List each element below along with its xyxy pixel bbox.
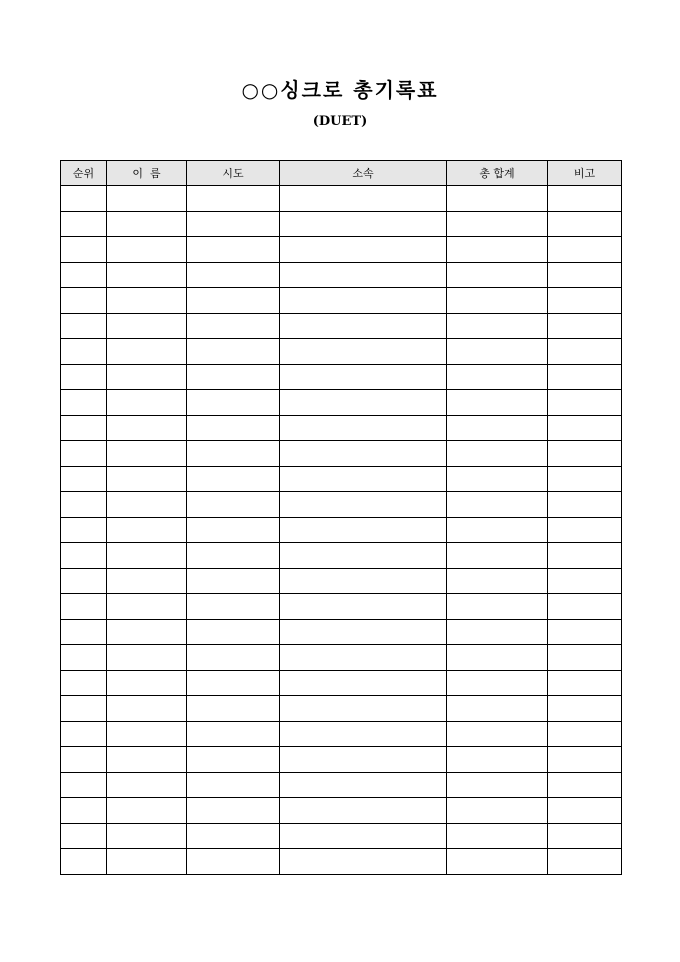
table-row [61, 237, 622, 263]
region-cell[interactable] [187, 237, 280, 263]
region-cell[interactable] [187, 696, 280, 722]
remarks-cell[interactable] [548, 849, 622, 875]
affiliation-cell[interactable] [280, 211, 447, 237]
name-cell[interactable] [107, 288, 187, 314]
affiliation-cell[interactable] [280, 288, 447, 314]
region-cell[interactable] [187, 211, 280, 237]
name-cell[interactable] [107, 543, 187, 569]
affiliation-cell[interactable] [280, 517, 447, 543]
total-cell[interactable] [447, 441, 548, 467]
name-cell[interactable] [107, 645, 187, 671]
remarks-cell[interactable] [548, 237, 622, 263]
name-cell[interactable] [107, 237, 187, 263]
rank-cell[interactable] [61, 288, 107, 314]
affiliation-cell[interactable] [280, 823, 447, 849]
affiliation-cell[interactable] [280, 262, 447, 288]
remarks-cell[interactable] [548, 415, 622, 441]
region-cell[interactable] [187, 492, 280, 518]
table-row [61, 262, 622, 288]
remarks-cell[interactable] [548, 466, 622, 492]
remarks-cell[interactable] [548, 313, 622, 339]
total-cell[interactable] [447, 517, 548, 543]
name-cell[interactable] [107, 619, 187, 645]
rank-cell[interactable] [61, 339, 107, 365]
rank-cell[interactable] [61, 568, 107, 594]
total-cell[interactable] [447, 390, 548, 416]
region-cell[interactable] [187, 339, 280, 365]
total-cell[interactable] [447, 262, 548, 288]
column-header-remarks: 비고 [548, 161, 622, 186]
rank-cell[interactable] [61, 772, 107, 798]
affiliation-cell[interactable] [280, 466, 447, 492]
total-cell[interactable] [447, 237, 548, 263]
document-subtitle: (DUET) [312, 114, 368, 129]
total-cell[interactable] [447, 211, 548, 237]
name-cell[interactable] [107, 721, 187, 747]
rank-cell[interactable] [61, 364, 107, 390]
remarks-cell[interactable] [548, 670, 622, 696]
remarks-cell[interactable] [548, 568, 622, 594]
rank-cell[interactable] [61, 186, 107, 212]
remarks-cell[interactable] [548, 517, 622, 543]
rank-cell[interactable] [61, 517, 107, 543]
table-row [61, 313, 622, 339]
region-cell[interactable] [187, 288, 280, 314]
table-row [61, 543, 622, 569]
table-row [61, 441, 622, 467]
rank-cell[interactable] [61, 390, 107, 416]
table-row [61, 364, 622, 390]
name-cell[interactable] [107, 849, 187, 875]
rank-cell[interactable] [61, 619, 107, 645]
affiliation-cell[interactable] [280, 645, 447, 671]
remarks-cell[interactable] [548, 262, 622, 288]
name-cell[interactable] [107, 186, 187, 212]
table-row [61, 721, 622, 747]
name-cell[interactable] [107, 339, 187, 365]
remarks-cell[interactable] [548, 645, 622, 671]
region-cell[interactable] [187, 670, 280, 696]
affiliation-cell[interactable] [280, 186, 447, 212]
table-row [61, 645, 622, 671]
affiliation-cell[interactable] [280, 364, 447, 390]
table-row [61, 288, 622, 314]
affiliation-cell[interactable] [280, 721, 447, 747]
remarks-cell[interactable] [548, 747, 622, 773]
affiliation-cell[interactable] [280, 237, 447, 263]
region-cell[interactable] [187, 619, 280, 645]
affiliation-cell[interactable] [280, 798, 447, 824]
total-cell[interactable] [447, 466, 548, 492]
total-cell[interactable] [447, 798, 548, 824]
region-cell[interactable] [187, 849, 280, 875]
remarks-cell[interactable] [548, 772, 622, 798]
remarks-cell[interactable] [548, 798, 622, 824]
remarks-cell[interactable] [548, 390, 622, 416]
affiliation-cell[interactable] [280, 594, 447, 620]
name-cell[interactable] [107, 364, 187, 390]
region-cell[interactable] [187, 262, 280, 288]
rank-cell[interactable] [61, 645, 107, 671]
table-row [61, 568, 622, 594]
name-cell[interactable] [107, 798, 187, 824]
affiliation-cell[interactable] [280, 441, 447, 467]
remarks-cell[interactable] [548, 492, 622, 518]
affiliation-cell[interactable] [280, 492, 447, 518]
region-cell[interactable] [187, 441, 280, 467]
region-cell[interactable] [187, 313, 280, 339]
table-row [61, 492, 622, 518]
remarks-cell[interactable] [548, 441, 622, 467]
total-cell[interactable] [447, 619, 548, 645]
total-cell[interactable] [447, 313, 548, 339]
table-row [61, 696, 622, 722]
total-cell[interactable] [447, 823, 548, 849]
table-row [61, 186, 622, 212]
rank-cell[interactable] [61, 415, 107, 441]
table-row [61, 670, 622, 696]
column-header-region: 시도 [187, 161, 280, 186]
affiliation-cell[interactable] [280, 313, 447, 339]
total-cell[interactable] [447, 747, 548, 773]
name-cell[interactable] [107, 517, 187, 543]
affiliation-cell[interactable] [280, 670, 447, 696]
total-cell[interactable] [447, 568, 548, 594]
rank-cell[interactable] [61, 594, 107, 620]
rank-cell[interactable] [61, 823, 107, 849]
rank-cell[interactable] [61, 441, 107, 467]
name-cell[interactable] [107, 594, 187, 620]
affiliation-cell[interactable] [280, 849, 447, 875]
table-header-row [61, 161, 622, 186]
total-cell[interactable] [447, 364, 548, 390]
table-row [61, 823, 622, 849]
name-cell[interactable] [107, 466, 187, 492]
table-row [61, 211, 622, 237]
rank-cell[interactable] [61, 492, 107, 518]
region-cell[interactable] [187, 415, 280, 441]
total-cell[interactable] [447, 339, 548, 365]
rank-cell[interactable] [61, 798, 107, 824]
total-cell[interactable] [447, 849, 548, 875]
region-cell[interactable] [187, 823, 280, 849]
rank-cell[interactable] [61, 262, 107, 288]
total-cell[interactable] [447, 186, 548, 212]
remarks-cell[interactable] [548, 211, 622, 237]
name-cell[interactable] [107, 823, 187, 849]
total-cell[interactable] [447, 721, 548, 747]
rank-cell[interactable] [61, 696, 107, 722]
rank-cell[interactable] [61, 849, 107, 875]
rank-cell[interactable] [61, 466, 107, 492]
name-cell[interactable] [107, 696, 187, 722]
region-cell[interactable] [187, 568, 280, 594]
table-row [61, 594, 622, 620]
table-row [61, 772, 622, 798]
remarks-cell[interactable] [548, 288, 622, 314]
affiliation-cell[interactable] [280, 696, 447, 722]
remarks-cell[interactable] [548, 696, 622, 722]
table-row [61, 390, 622, 416]
document-title: ○○싱크로 총기록표 [241, 78, 439, 102]
total-cell[interactable] [447, 415, 548, 441]
affiliation-cell[interactable] [280, 568, 447, 594]
column-header-name: 이 름 [107, 161, 187, 186]
name-cell[interactable] [107, 492, 187, 518]
column-header-affiliation: 소속 [280, 161, 447, 186]
table-row [61, 747, 622, 773]
remarks-cell[interactable] [548, 721, 622, 747]
name-cell[interactable] [107, 568, 187, 594]
table-row [61, 849, 622, 875]
affiliation-cell[interactable] [280, 415, 447, 441]
rank-cell[interactable] [61, 543, 107, 569]
affiliation-cell[interactable] [280, 619, 447, 645]
name-cell[interactable] [107, 670, 187, 696]
total-cell[interactable] [447, 645, 548, 671]
region-cell[interactable] [187, 645, 280, 671]
name-cell[interactable] [107, 747, 187, 773]
total-cell[interactable] [447, 543, 548, 569]
affiliation-cell[interactable] [280, 543, 447, 569]
table-body [61, 186, 622, 875]
region-cell[interactable] [187, 466, 280, 492]
affiliation-cell[interactable] [280, 772, 447, 798]
name-cell[interactable] [107, 772, 187, 798]
total-cell[interactable] [447, 696, 548, 722]
record-table [60, 160, 622, 875]
total-cell[interactable] [447, 670, 548, 696]
region-cell[interactable] [187, 772, 280, 798]
rank-cell[interactable] [61, 313, 107, 339]
name-cell[interactable] [107, 262, 187, 288]
region-cell[interactable] [187, 364, 280, 390]
rank-cell[interactable] [61, 211, 107, 237]
total-cell[interactable] [447, 288, 548, 314]
name-cell[interactable] [107, 415, 187, 441]
affiliation-cell[interactable] [280, 339, 447, 365]
region-cell[interactable] [187, 747, 280, 773]
affiliation-cell[interactable] [280, 747, 447, 773]
total-cell[interactable] [447, 772, 548, 798]
table-row [61, 798, 622, 824]
region-cell[interactable] [187, 517, 280, 543]
rank-cell[interactable] [61, 747, 107, 773]
region-cell[interactable] [187, 594, 280, 620]
region-cell[interactable] [187, 543, 280, 569]
total-cell[interactable] [447, 492, 548, 518]
name-cell[interactable] [107, 441, 187, 467]
column-header-rank: 순위 [61, 161, 107, 186]
table-row [61, 415, 622, 441]
remarks-cell[interactable] [548, 186, 622, 212]
table-row [61, 619, 622, 645]
region-cell[interactable] [187, 186, 280, 212]
total-cell[interactable] [447, 594, 548, 620]
column-header-total: 총 합계 [447, 161, 548, 186]
name-cell[interactable] [107, 211, 187, 237]
rank-cell[interactable] [61, 237, 107, 263]
affiliation-cell[interactable] [280, 390, 447, 416]
name-cell[interactable] [107, 390, 187, 416]
rank-cell[interactable] [61, 670, 107, 696]
remarks-cell[interactable] [548, 594, 622, 620]
remarks-cell[interactable] [548, 339, 622, 365]
rank-cell[interactable] [61, 721, 107, 747]
remarks-cell[interactable] [548, 543, 622, 569]
remarks-cell[interactable] [548, 619, 622, 645]
table-row [61, 339, 622, 365]
remarks-cell[interactable] [548, 823, 622, 849]
table-row [61, 517, 622, 543]
name-cell[interactable] [107, 313, 187, 339]
remarks-cell[interactable] [548, 364, 622, 390]
table-row [61, 466, 622, 492]
region-cell[interactable] [187, 721, 280, 747]
region-cell[interactable] [187, 798, 280, 824]
region-cell[interactable] [187, 390, 280, 416]
